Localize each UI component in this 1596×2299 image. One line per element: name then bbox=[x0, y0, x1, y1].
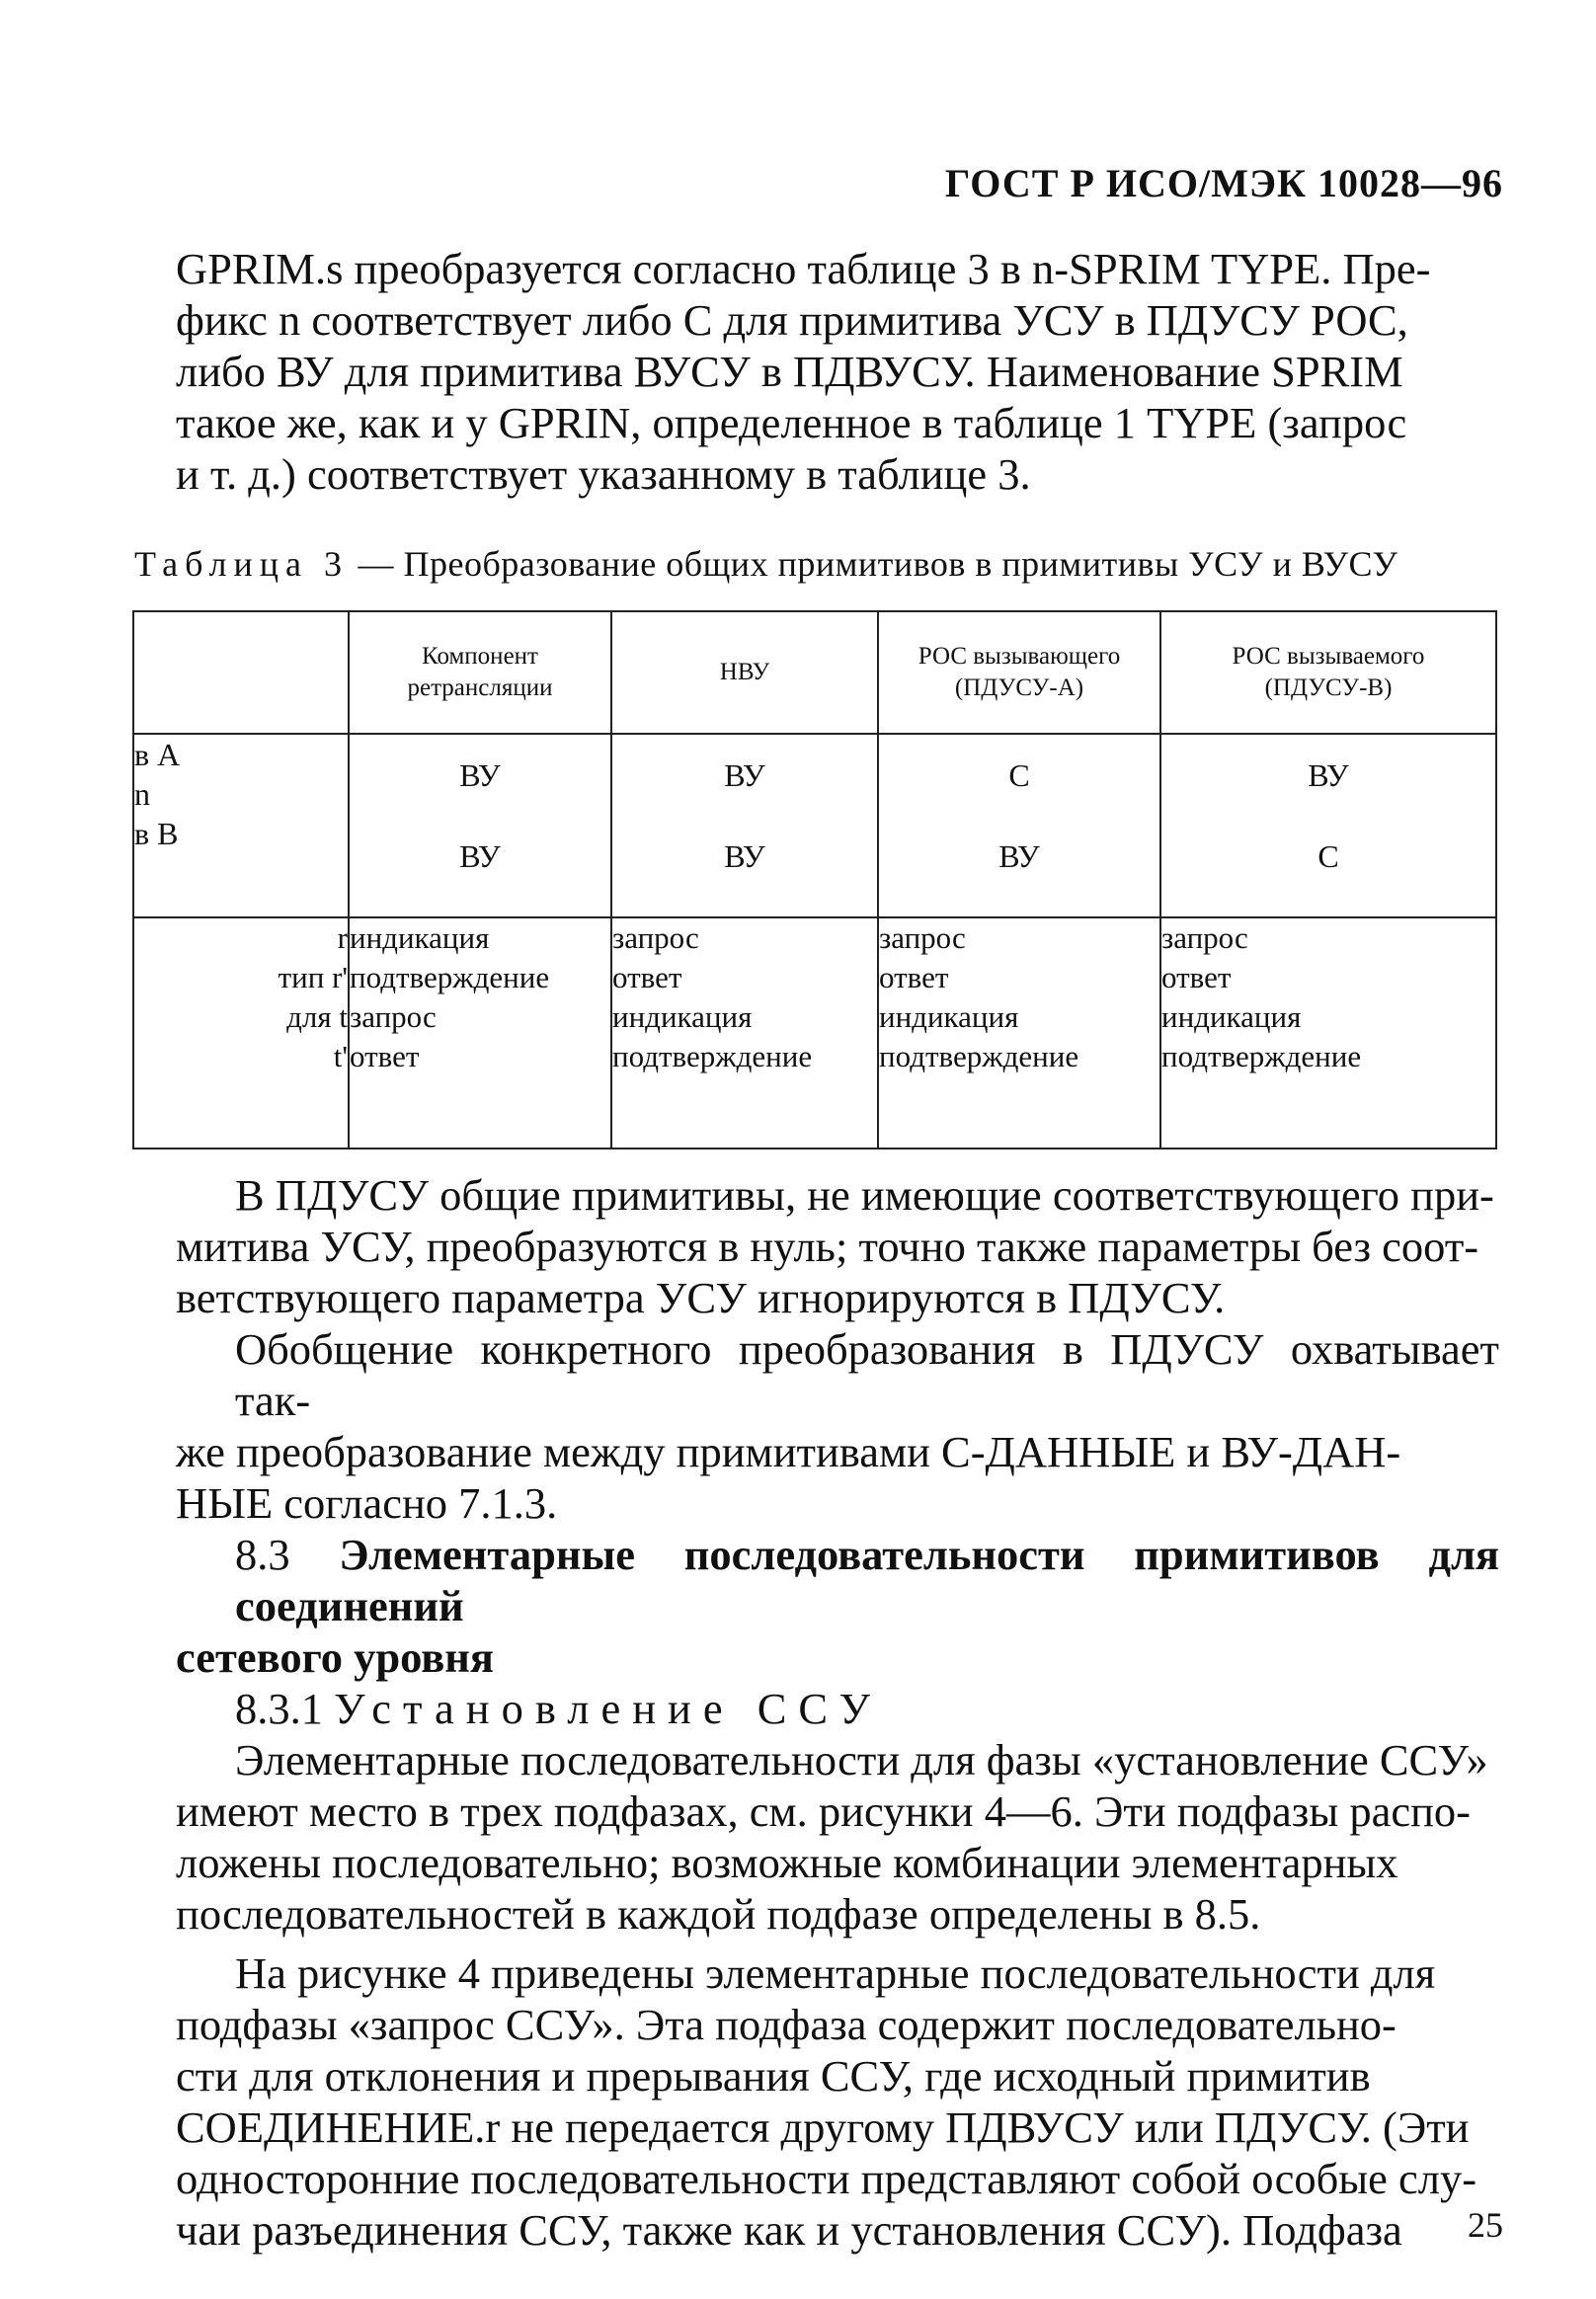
body-text bbox=[176, 1169, 1499, 2256]
cell-text: индикация bbox=[1161, 999, 1302, 1034]
row-label-text: тип r' bbox=[278, 960, 348, 994]
section-number: 8.3 bbox=[235, 1530, 290, 1579]
table-cell bbox=[611, 917, 878, 1149]
text-line: митива УСУ, преобразуются в нуль; точно также параметры без соот- bbox=[176, 1222, 1479, 1271]
text-line: фикс n соответствует либо С для примитива УСУ в ПДУСУ РОС, bbox=[176, 295, 1408, 345]
header-text: РОС вызывающего bbox=[918, 643, 1121, 670]
text-line: GPRIM.s преобразуется согласно таблице 3 в n-SPRIM TYPE. Пре- bbox=[176, 244, 1431, 293]
subsection-number: 8.3.1 bbox=[235, 1684, 323, 1733]
table-cell bbox=[611, 734, 878, 917]
row-label-text: в В bbox=[134, 816, 179, 851]
header-text: (ПДУСУ-В) bbox=[1264, 674, 1393, 701]
cell-text: ответ bbox=[1161, 960, 1232, 994]
cell-text: запрос bbox=[350, 999, 437, 1034]
cell-text: индикация bbox=[879, 999, 1019, 1034]
table-row bbox=[133, 734, 1496, 917]
text-line: подфазы «запрос ССУ». Эта подфаза содержит последовательно- bbox=[176, 2000, 1396, 2049]
cell-text: ВУ bbox=[998, 838, 1040, 874]
text-line: и т. д.) соответствует указанному в таблице 3. bbox=[176, 449, 1031, 499]
text-line: сти для отклонения и прерывания ССУ, где исходный примитив bbox=[176, 2051, 1371, 2101]
text-line: последовательностей в каждой подфазе определены в 8.5. bbox=[176, 1889, 1261, 1939]
table-header-row bbox=[133, 611, 1496, 734]
text-line: СОЕДИНЕНИЕ.r не передается другому ПДВУСУ или ПДУСУ. (Эти bbox=[176, 2102, 1470, 2152]
table-cell bbox=[1160, 917, 1496, 1149]
table-header-cell bbox=[1160, 611, 1496, 734]
cell-text: ответ bbox=[879, 960, 949, 994]
subsection-heading bbox=[176, 1683, 1499, 1734]
text-line: имеют место в трех подфазах, см. рисунки 4—6. Эти подфазы распо- bbox=[176, 1786, 1471, 1836]
table-cell bbox=[878, 734, 1160, 917]
row-label-text: n bbox=[134, 776, 150, 812]
table-caption-text: — Преобразование общих примитивов в примитивы УСУ и ВУСУ bbox=[348, 544, 1398, 584]
cell-text: подтверждение bbox=[1161, 1039, 1362, 1073]
page-header: ГОСТ Р ИСО/МЭК 10028—96 bbox=[944, 161, 1503, 205]
intro-paragraph bbox=[176, 243, 1499, 500]
text-line: ветствующего параметра УСУ игнорируются в ПДУСУ. bbox=[176, 1273, 1226, 1322]
header-text: РОС вызываемого bbox=[1232, 643, 1425, 670]
cell-text: подтверждение bbox=[350, 960, 550, 994]
cell-text: ответ bbox=[612, 960, 682, 994]
text-line: ложены последовательно; возможные комбинации элементарных bbox=[176, 1838, 1398, 1887]
cell-text: ВУ bbox=[724, 757, 765, 793]
subsection-title: Установление ССУ bbox=[334, 1684, 883, 1733]
table-cell bbox=[1160, 734, 1496, 917]
cell-text: запрос bbox=[1161, 920, 1248, 955]
cell-text: С bbox=[1008, 757, 1030, 793]
text-line: односторонние последовательности представляют собой особые слу- bbox=[176, 2154, 1477, 2203]
table-header-cell bbox=[611, 611, 878, 734]
table-cell bbox=[349, 734, 611, 917]
header-text: ретрансляции bbox=[407, 674, 553, 701]
table-header-cell bbox=[878, 611, 1160, 734]
cell-text: запрос bbox=[612, 920, 699, 955]
cell-text: запрос bbox=[879, 920, 966, 955]
row-label-text: t' bbox=[333, 1039, 348, 1073]
text-line: В ПДУСУ общие примитивы, не имеющие соответствующего при- bbox=[235, 1170, 1494, 1220]
text-line: На рисунке 4 приведены элементарные последовательности для bbox=[235, 1948, 1436, 1998]
text-line: Элементарные последовательности для фазы «установление ССУ» bbox=[235, 1735, 1488, 1784]
cell-text: ВУ bbox=[1308, 757, 1349, 793]
table-cell bbox=[878, 917, 1160, 1149]
section-heading bbox=[176, 1529, 1499, 1631]
table-header-cell bbox=[133, 611, 349, 734]
cell-text: подтверждение bbox=[879, 1039, 1079, 1073]
table-header-cell bbox=[349, 611, 611, 734]
row-label-cell bbox=[133, 734, 349, 917]
primitives-table bbox=[132, 610, 1497, 1150]
text-line: такое же, как и у GPRIN, определенное в таблице 1 TYPE (запрос bbox=[176, 398, 1407, 447]
section-title: Элементарные последовательности примитивов для соединений bbox=[235, 1530, 1499, 1630]
text-line: чаи разъединения ССУ, также как и установления ССУ). Подфаза bbox=[176, 2205, 1402, 2255]
page-number: 25 bbox=[1468, 2205, 1503, 2245]
header-text: Компонент bbox=[422, 643, 538, 670]
text-line: либо ВУ для примитива ВУСУ в ПДВУСУ. Наименование SPRIM bbox=[176, 347, 1403, 396]
table-row bbox=[133, 917, 1496, 1149]
header-text: НВУ bbox=[719, 659, 770, 685]
row-label-text: r bbox=[337, 920, 348, 955]
text-line: же преобразование между примитивами С-ДАННЫЕ и ВУ-ДАН- bbox=[176, 1427, 1401, 1476]
table-caption-label: Таблица 3 bbox=[134, 544, 349, 584]
table-cell bbox=[349, 917, 611, 1149]
header-text: (ПДУСУ-А) bbox=[954, 674, 1084, 701]
cell-text: С bbox=[1317, 838, 1339, 874]
cell-text: ВУ bbox=[459, 838, 501, 874]
cell-text: ВУ bbox=[459, 757, 501, 793]
text-line: Обобщение конкретного преобразования в ПДУСУ охватывает так- bbox=[235, 1324, 1499, 1425]
row-label-cell bbox=[133, 917, 349, 1149]
section-title-cont: сетевого уровня bbox=[176, 1632, 494, 1682]
cell-text: ВУ bbox=[724, 838, 765, 874]
table-caption bbox=[134, 543, 1517, 585]
row-label-text: в А bbox=[134, 737, 181, 772]
cell-text: индикация bbox=[612, 999, 753, 1034]
cell-text: ответ bbox=[350, 1039, 420, 1073]
text-line: НЫЕ согласно 7.1.3. bbox=[176, 1478, 558, 1528]
cell-text: индикация bbox=[350, 920, 490, 955]
cell-text: подтверждение bbox=[612, 1039, 813, 1073]
row-label-text: для t bbox=[286, 999, 348, 1034]
